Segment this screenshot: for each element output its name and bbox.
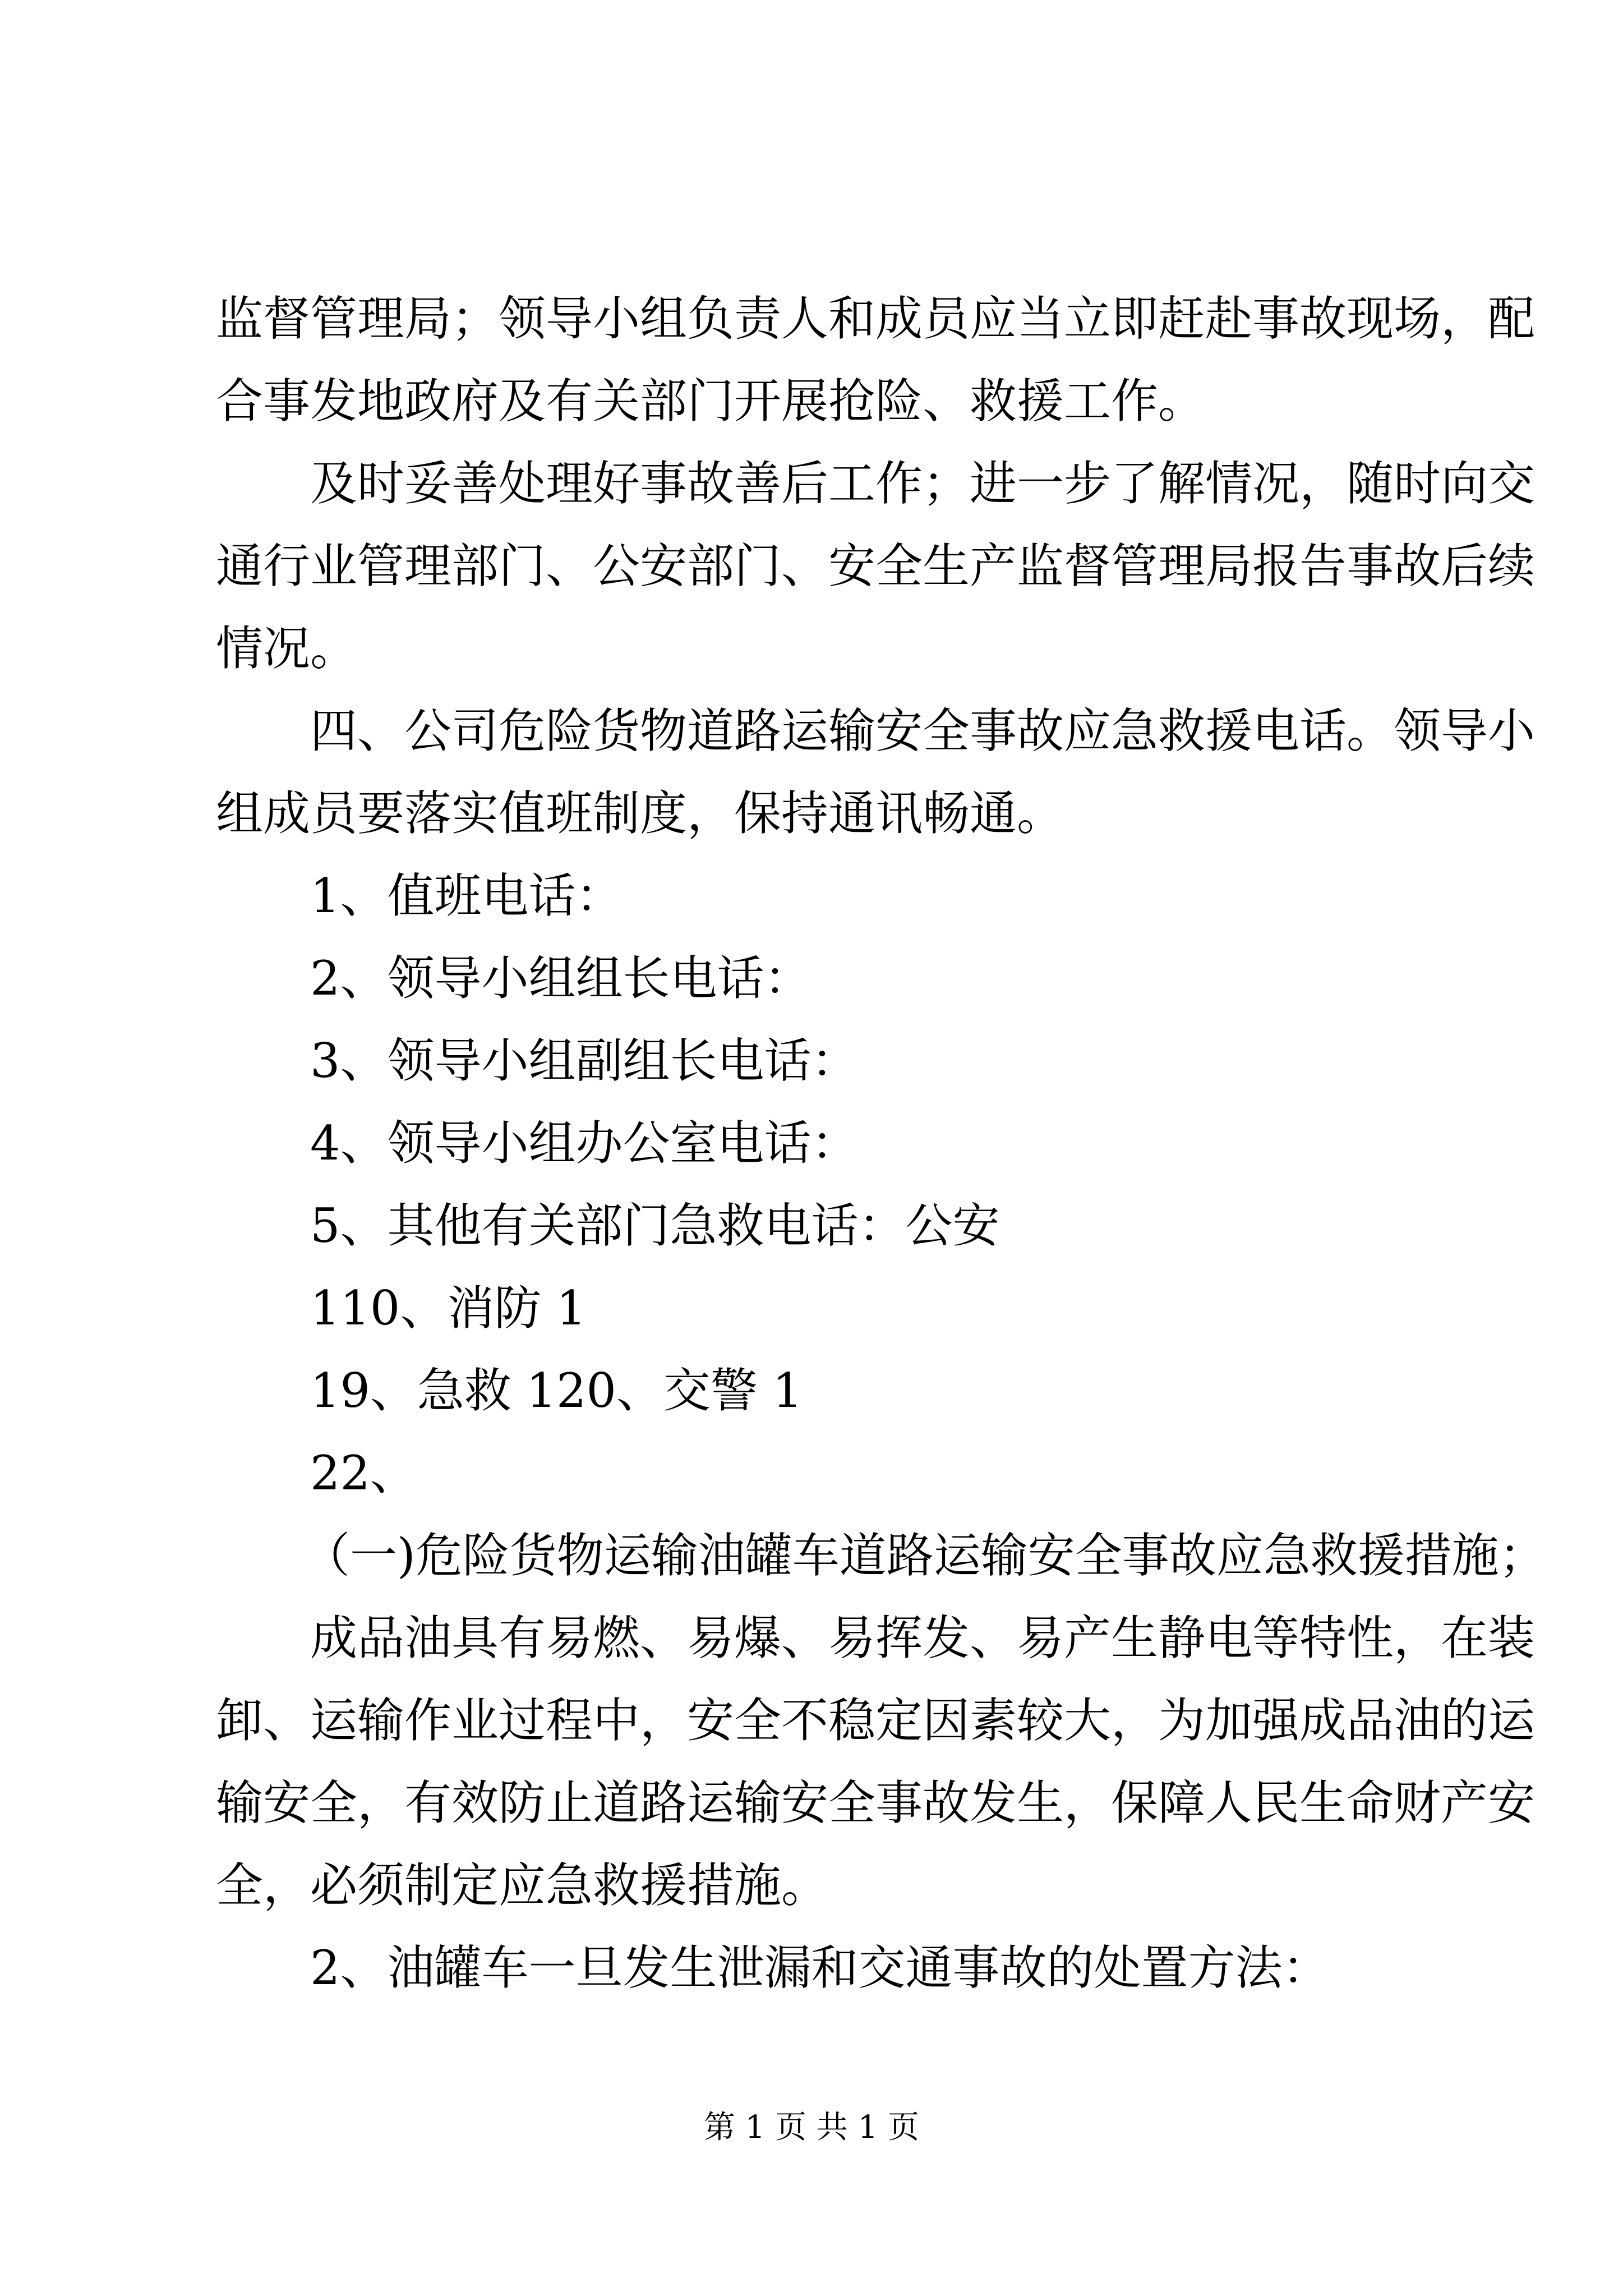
- text-line: 22、: [310, 1446, 417, 1501]
- text-line: 输安全，有效防止道路运输安全事故发生，保障人民生命财产安: [216, 1775, 1536, 1830]
- text-line: 及时妥善处理好事故善后工作；进一步了解情况，随时向交: [310, 456, 1536, 511]
- text-line: 卸、运输作业过程中，安全不稳定因素较大，为加强成品油的运: [216, 1693, 1536, 1748]
- text-line: 成品油具有易燃、易爆、易挥发、易产生静电等特性，在装: [310, 1611, 1536, 1665]
- text-line: 1、值班电话：: [310, 868, 623, 923]
- text-line: 情况。: [216, 621, 358, 676]
- text-line: 监督管理局；领导小组负责人和成员应当立即赶赴事故现场，配: [216, 291, 1536, 346]
- text-line: 全，必须制定应急救援措施。: [216, 1858, 829, 1913]
- text-line: 2、领导小组组长电话：: [310, 951, 811, 1006]
- text-line: 19、急救 120、交警 1: [310, 1363, 803, 1418]
- document-body: [216, 278, 1546, 2009]
- text-line: 110、消防 1: [310, 1281, 587, 1336]
- page-footer: 第 1 页 共 1 页: [703, 2109, 920, 2146]
- text-line: 4、领导小组办公室电话：: [310, 1116, 859, 1171]
- text-line: 四、公司危险货物道路运输安全事故应急救援电话。领导小: [310, 703, 1536, 758]
- text-line: 组成员要落实值班制度，保持通讯畅通。: [216, 786, 1064, 841]
- text-line: 5、其他有关部门急救电话：公安: [310, 1198, 1000, 1253]
- text-line: 合事发地政府及有关部门开展抢险、救援工作。: [216, 374, 1206, 429]
- section-heading: （一)危险货物运输油罐车道路运输安全事故应急救援措施；: [303, 1528, 1546, 1583]
- text-line: 3、领导小组副组长电话：: [310, 1033, 859, 1088]
- text-line: 2、油罐车一旦发生泄漏和交通事故的处置方法：: [310, 1940, 1330, 1995]
- text-line: 通行业管理部门、公安部门、安全生产监督管理局报告事故后续: [216, 539, 1536, 593]
